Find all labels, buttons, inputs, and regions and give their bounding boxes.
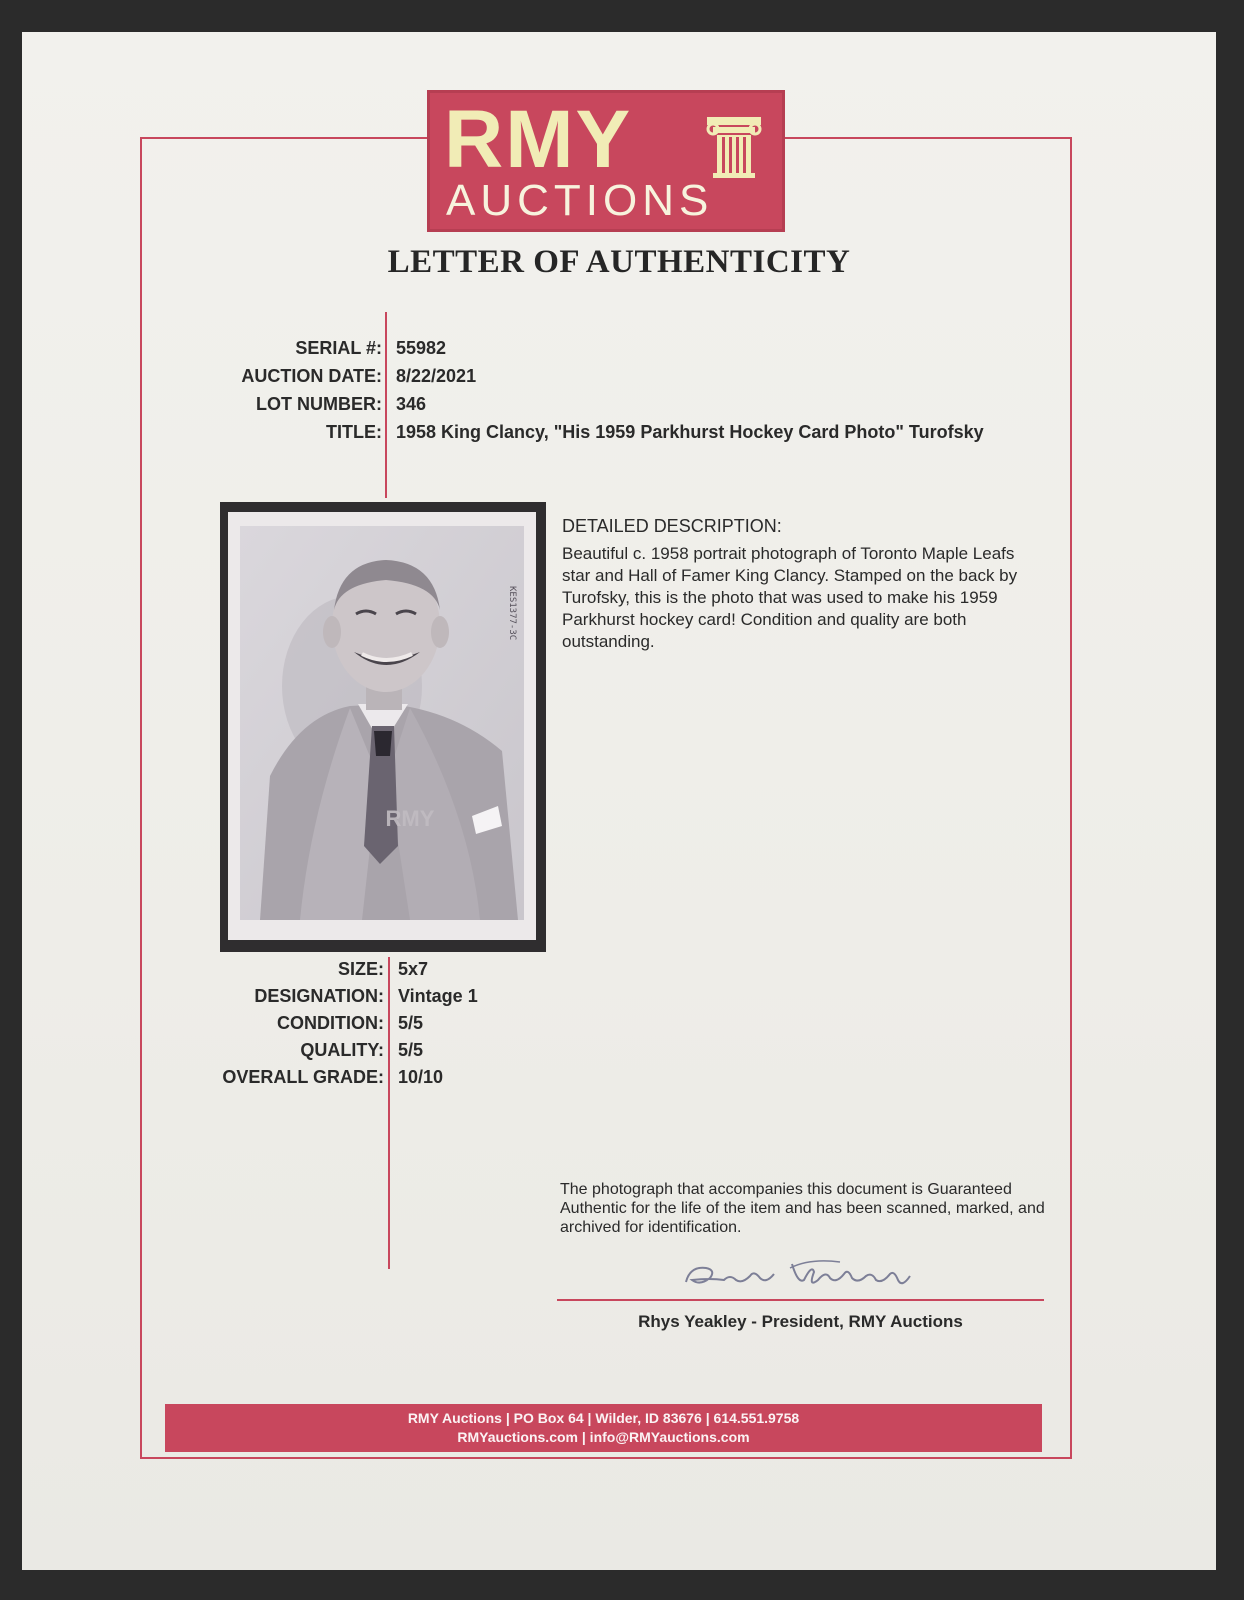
meta-divider — [385, 312, 387, 498]
condition-value: 5/5 — [398, 1013, 424, 1033]
photo-mount — [220, 502, 546, 952]
signature-icon — [680, 1254, 920, 1294]
photo-annotation: KES1377-3C — [507, 586, 517, 641]
portrait-photo — [240, 526, 524, 920]
quality-label: QUALITY: — [300, 1040, 384, 1060]
logo-auctions-text: AUCTIONS — [446, 176, 714, 225]
overall-grade-label: OVERALL GRADE: — [222, 1067, 384, 1087]
guarantee-text: The photograph that accompanies this document is Guaranteed Authentic for the life of the item and has been scanned, marked, and archived for identification. — [560, 1181, 1045, 1236]
page-title: LETTER OF AUTHENTICITY — [387, 244, 851, 280]
lot-number-value: 346 — [396, 394, 427, 414]
letter-page — [22, 32, 1216, 1570]
grades-divider — [388, 957, 390, 1269]
column-icon — [705, 115, 763, 179]
auction-date-value: 8/22/2021 — [396, 366, 477, 386]
photo-watermark: RMY — [385, 806, 435, 831]
size-value: 5x7 — [398, 959, 429, 979]
designation-label: DESIGNATION: — [254, 986, 384, 1006]
designation-value: Vintage 1 — [398, 986, 478, 1006]
footer-address: RMY Auctions | PO Box 64 | Wilder, ID 83676 | 614.551.9758 — [407, 1410, 800, 1426]
photo-print — [228, 512, 536, 940]
signer-name: Rhys Yeakley - President, RMY Auctions — [638, 1312, 963, 1331]
footer-bar — [165, 1404, 1042, 1452]
rmy-logo — [427, 90, 785, 232]
overall-grade-value: 10/10 — [398, 1067, 444, 1087]
description-heading: DETAILED DESCRIPTION: — [562, 516, 782, 536]
serial-label: SERIAL #: — [295, 338, 382, 358]
auction-date-label: AUCTION DATE: — [241, 366, 382, 386]
logo-rmy-text: RMY — [444, 94, 633, 185]
item-title-label: TITLE: — [326, 422, 382, 442]
signature-line — [557, 1299, 1044, 1301]
item-title-value: 1958 King Clancy, "His 1959 Parkhurst Hockey Card Photo" Turofsky — [396, 422, 984, 442]
footer-contact: RMYauctions.com | info@RMYauctions.com — [457, 1429, 750, 1445]
condition-label: CONDITION: — [277, 1013, 384, 1033]
portrait-illustration — [240, 526, 524, 920]
description-body: Beautiful c. 1958 portrait photograph of Toronto Maple Leafs star and Hall of Famer King Clancy. Stamped on the back by Turofsky, this is the photo that was used to make his 1959 Parkhurst hockey card! Condition and quality are both outstanding. — [562, 544, 1018, 651]
size-label: SIZE: — [337, 959, 384, 979]
serial-value: 55982 — [396, 338, 447, 358]
quality-value: 5/5 — [398, 1040, 424, 1060]
lot-number-label: LOT NUMBER: — [256, 394, 382, 414]
